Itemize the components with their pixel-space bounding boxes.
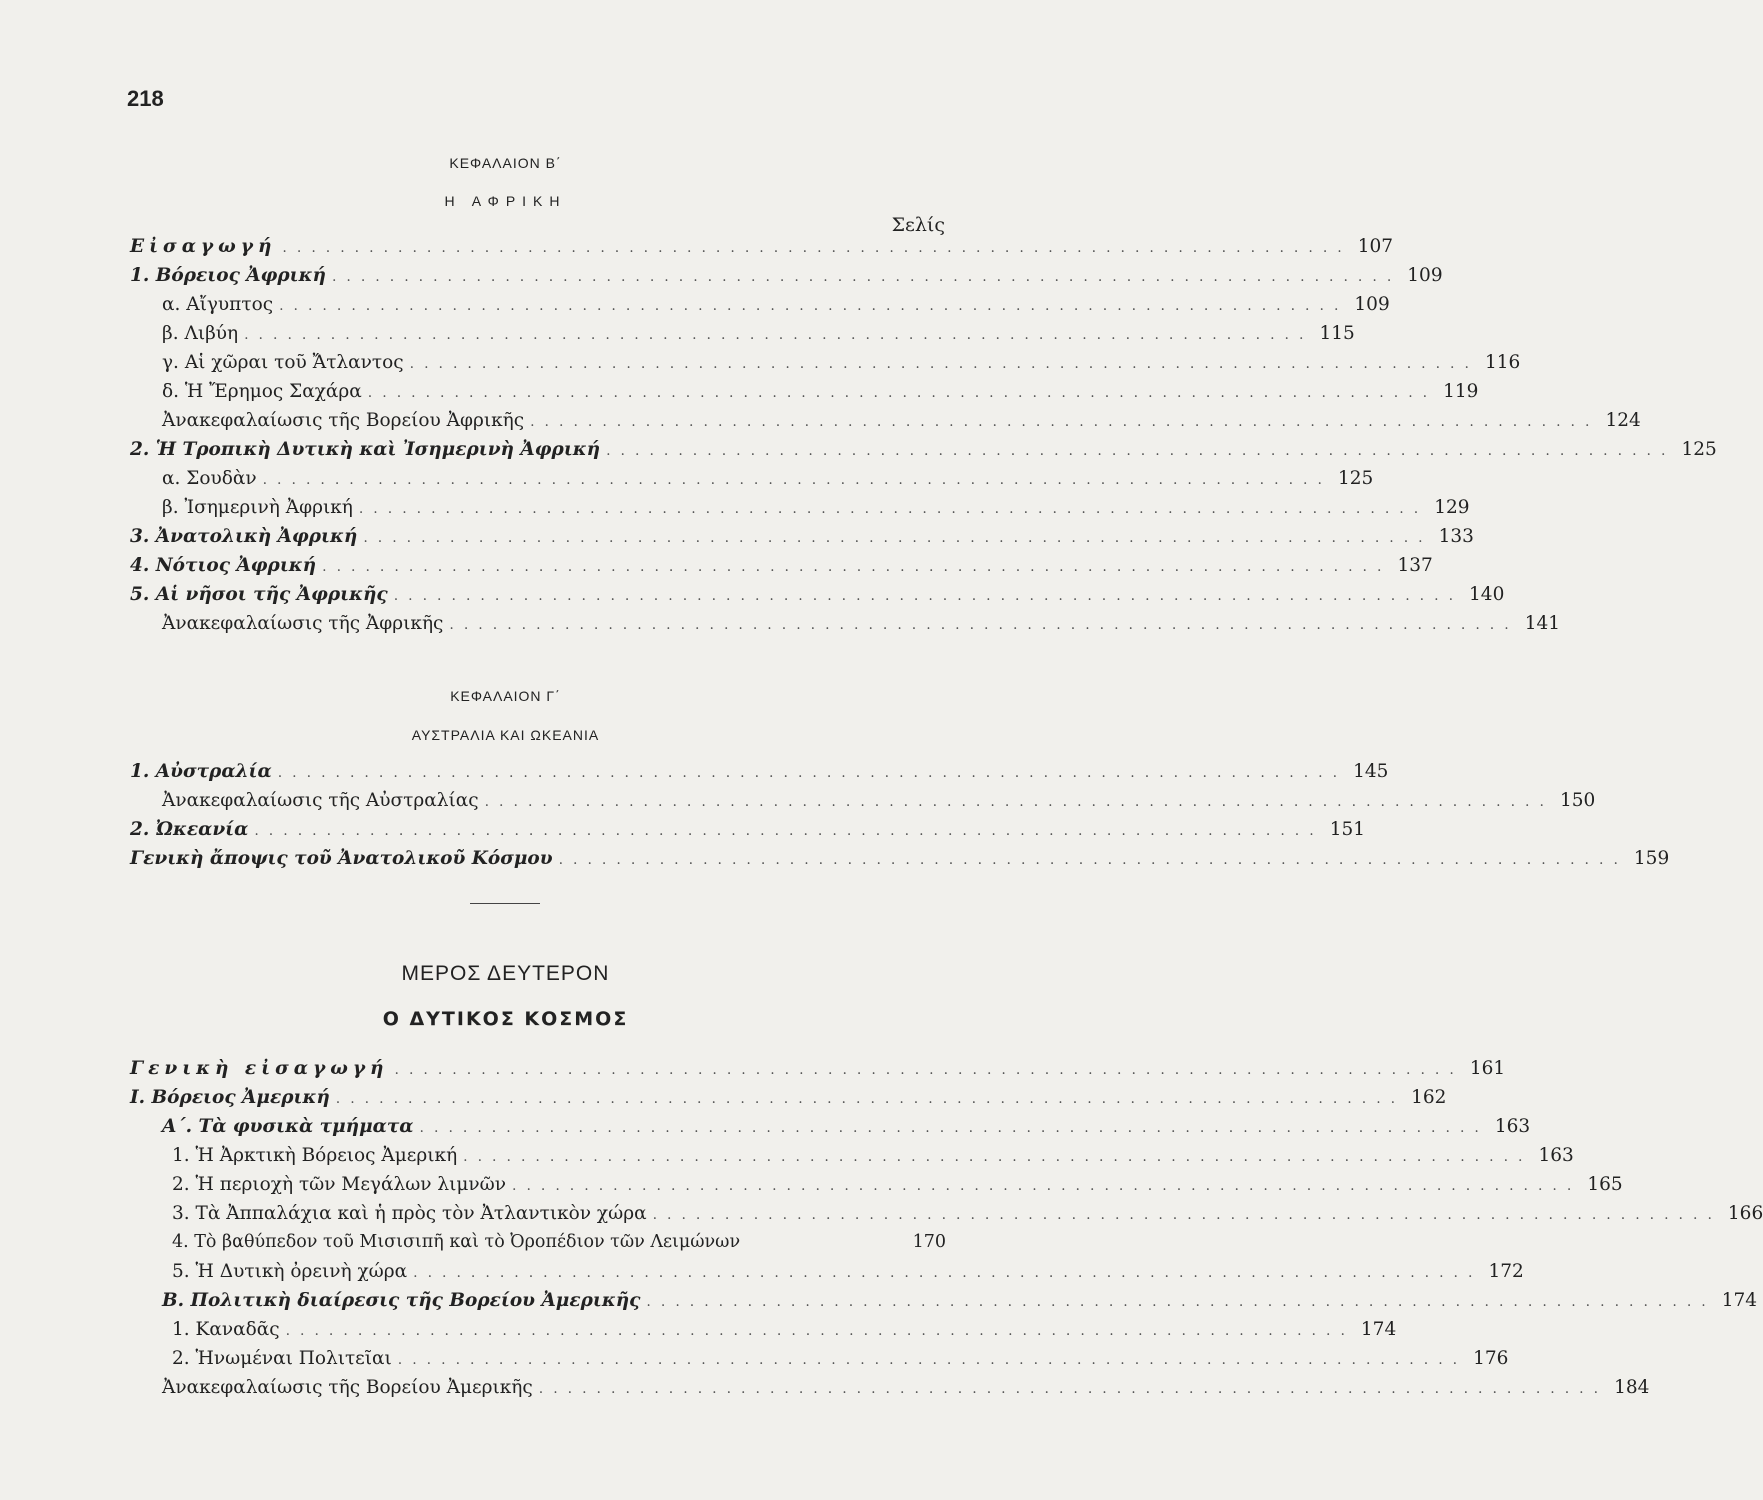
- toc-entry-page: 172: [1488, 1261, 1524, 1282]
- toc-entry[interactable]: [172, 1145, 1574, 1173]
- dot-leader: ..........................................................................: [413, 1265, 1483, 1281]
- dot-leader: ..........................................................................: [463, 1149, 1533, 1165]
- pages-column-header: Σελίς: [891, 214, 945, 236]
- toc-entry-page: 116: [1484, 352, 1521, 373]
- dot-leader: ..........................................................................: [606, 443, 1676, 459]
- toc-entry[interactable]: [162, 790, 1596, 818]
- dot-leader: ..........................................................................: [282, 240, 1352, 256]
- toc-entry[interactable]: [162, 323, 1355, 351]
- dot-leader: ..........................................................................: [512, 1178, 1582, 1194]
- dot-leader: ..........................................................................: [397, 1352, 1468, 1368]
- toc-entry-page: 162: [1411, 1087, 1447, 1108]
- toc-entry-title: α. Αἴγυπτος: [162, 294, 274, 315]
- chapter-c-title: ΑΥΣΤΡΑΛΙΑ ΚΑΙ ΩΚΕΑΝΙΑ: [411, 727, 600, 743]
- toc-entry[interactable]: [162, 410, 1641, 438]
- toc-entry-title: δ. Ἡ Ἔρημος Σαχάρα: [162, 381, 362, 402]
- toc-entry[interactable]: [130, 1058, 1506, 1086]
- toc-entry-page: 165: [1587, 1174, 1623, 1195]
- toc-entry-page: 176: [1473, 1348, 1509, 1369]
- toc-entry-page: 119: [1443, 381, 1479, 402]
- toc-entry-page: 163: [1494, 1116, 1531, 1137]
- toc-entry-page: 133: [1438, 526, 1474, 547]
- toc-entry-page: 163: [1538, 1145, 1574, 1166]
- part-title: ΜΕΡΟΣ ΔΕΥΤΕΡΟΝ: [401, 962, 610, 985]
- toc-entry[interactable]: [130, 265, 1443, 293]
- toc-entry-page: 170: [912, 1232, 946, 1252]
- chapter-c-label: ΚΕΦΑΛΑΙΟΝ Γ΄: [450, 688, 561, 704]
- toc-entry[interactable]: [162, 1116, 1531, 1144]
- toc-entry[interactable]: [172, 1174, 1623, 1202]
- toc-entry[interactable]: [172, 1261, 1524, 1289]
- toc-entry-page: 166: [1727, 1203, 1763, 1224]
- toc-entry-page: 129: [1434, 497, 1470, 518]
- toc-entry[interactable]: [172, 1319, 1397, 1347]
- toc-entry-page: 107: [1357, 236, 1394, 257]
- dot-leader: ..........................................................................: [358, 501, 1429, 517]
- section-divider: [470, 903, 540, 904]
- toc-entry-title: Ι. Βόρειος Ἀμερική: [130, 1087, 330, 1108]
- toc-entry[interactable]: [162, 381, 1479, 409]
- toc-entry-title: Α΄. Τὰ φυσικὰ τμήματα: [162, 1116, 414, 1137]
- dot-leader: ..........................................................................: [558, 852, 1628, 868]
- page-number: 218: [127, 86, 164, 111]
- toc-entry-title: 2. Ἡ Τροπικὴ Δυτικὴ καὶ Ἰσημερινὴ Ἀφρική: [130, 439, 601, 460]
- toc-entry[interactable]: [162, 613, 1561, 641]
- toc-entry-page: 184: [1614, 1377, 1650, 1398]
- toc-entry-title: Εἰσαγωγή: [130, 236, 277, 257]
- toc-entry-title: Ἀνακεφαλαίωσις τῆς Ἀφρικῆς: [162, 613, 444, 634]
- dot-leader: ..........................................................................: [484, 794, 1554, 810]
- toc-entry-title: 3. Τὰ Ἀππαλάχια καὶ ἡ πρὸς τὸν Ἀτλαντικὸν χώρα: [172, 1203, 647, 1224]
- toc-entry-page: 137: [1397, 555, 1433, 576]
- dot-leader: ..........................................................................: [419, 1120, 1489, 1136]
- toc-entry[interactable]: [130, 819, 1365, 847]
- dot-leader: ..........................................................................: [367, 385, 1438, 401]
- toc-entry[interactable]: [172, 1232, 946, 1260]
- toc-entry-title: 1. Αὐστραλία: [130, 761, 272, 782]
- toc-entry-title: Γενικὴ ἄποψις τοῦ Ἀνατολικοῦ Κόσμου: [130, 848, 553, 869]
- toc-entry[interactable]: [130, 555, 1433, 583]
- toc-entry-page: 150: [1559, 790, 1596, 811]
- dot-leader: ..........................................................................: [285, 1323, 1355, 1339]
- toc-entry-title: 1. Καναδᾶς: [172, 1319, 280, 1340]
- toc-entry-title: Γενικὴ εἰσαγωγή: [130, 1058, 389, 1079]
- toc-entry[interactable]: [130, 236, 1394, 264]
- toc-entry[interactable]: [162, 1377, 1650, 1405]
- dot-leader: ..........................................................................: [244, 327, 1314, 343]
- toc-entry[interactable]: [130, 526, 1474, 554]
- toc-entry-page: 109: [1407, 265, 1443, 286]
- toc-entry-title: 5. Ἡ Δυτικὴ ὀρεινὴ χώρα: [172, 1261, 408, 1282]
- toc-entry[interactable]: [162, 1290, 1758, 1318]
- toc-entry-title: 2. Ὠκεανία: [130, 819, 249, 840]
- toc-entry-title: Ἀνακεφαλαίωσις τῆς Βορείου Ἀφρικῆς: [162, 410, 525, 431]
- toc-entry-title: 1. Βόρειος Ἀφρική: [130, 265, 326, 286]
- toc-entry-page: 140: [1469, 584, 1505, 605]
- toc-entry-title: 3. Ἀνατολικὴ Ἀφρική: [130, 526, 358, 547]
- toc-entry-page: 151: [1329, 819, 1365, 840]
- chapter-b-label: ΚΕΦΑΛΑΙΟΝ Β΄: [449, 155, 562, 171]
- dot-leader: ..........................................................................: [449, 617, 1519, 633]
- toc-entry-title: 1. Ἡ Ἀρκτικὴ Βόρειος Ἀμερική: [172, 1145, 458, 1166]
- toc-entry-page: 161: [1469, 1058, 1506, 1079]
- part-subtitle: Ο ΔΥΤΙΚΟΣ ΚΟΣΜΟΣ: [382, 1008, 629, 1030]
- toc-entry-title: 2. Ἡ περιοχὴ τῶν Μεγάλων λιμνῶν: [172, 1174, 506, 1195]
- toc-entry-page: 109: [1354, 294, 1390, 315]
- toc-entry[interactable]: [130, 584, 1505, 612]
- toc-entry-page: 174: [1721, 1290, 1758, 1311]
- toc-entry[interactable]: [162, 497, 1470, 525]
- toc-entry-title: 2. Ἡνωμέναι Πολιτεῖαι: [172, 1348, 392, 1369]
- dot-leader: ..........................................................................: [254, 823, 1324, 839]
- dot-leader: ..........................................................................: [277, 765, 1348, 781]
- toc-entry-title: 5. Αἱ νῆσοι τῆς Ἀφρικῆς: [130, 584, 388, 605]
- toc-entry-title: Ἀνακεφαλαίωσις τῆς Βορείου Ἀμερικῆς: [162, 1377, 533, 1398]
- toc-entry-page: 159: [1633, 848, 1670, 869]
- toc-entry[interactable]: [130, 439, 1717, 467]
- toc-entry-title: 4. Τὸ βαθύπεδον τοῦ Μισισιπῆ καὶ τὸ Ὀροπέδιον τῶν Λειμώνων: [172, 1232, 741, 1252]
- toc-entry[interactable]: [162, 468, 1374, 496]
- dot-leader: ..........................................................................: [335, 1091, 1406, 1107]
- dot-leader: ..........................................................................: [279, 298, 1349, 314]
- dot-leader: ..........................................................................: [409, 356, 1479, 372]
- toc-entry[interactable]: [162, 352, 1521, 380]
- chapter-b-title: Η ΑΦΡΙΚΗ: [444, 193, 567, 209]
- toc-entry-title: 4. Νότιος Ἀφρική: [130, 555, 317, 576]
- dot-leader: ..........................................................................: [646, 1294, 1716, 1310]
- dot-leader: ..........................................................................: [393, 588, 1464, 604]
- toc-entry-title: Β. Πολιτικὴ διαίρεσις τῆς Βορείου Ἀμερικῆς: [162, 1290, 641, 1311]
- toc-entry-page: 124: [1605, 410, 1641, 431]
- dot-leader: ..........................................................................: [331, 269, 1402, 285]
- toc-entry-title: β. Λιβύη: [162, 323, 239, 344]
- toc-entry[interactable]: [172, 1203, 1763, 1231]
- dot-leader: ..........................................................................: [363, 530, 1433, 546]
- toc-entry-page: 174: [1360, 1319, 1397, 1340]
- toc-entry-page: 141: [1524, 613, 1561, 634]
- toc-entry-title: Ἀνακεφαλαίωσις τῆς Αὐστραλίας: [162, 790, 479, 811]
- toc-entry-page: 125: [1337, 468, 1374, 489]
- dot-leader: ..........................................................................: [530, 414, 1600, 430]
- toc-entry[interactable]: [130, 848, 1670, 876]
- dot-leader: ..........................................................................: [394, 1062, 1464, 1078]
- toc-entry[interactable]: [162, 294, 1390, 322]
- dot-leader: ..........................................................................: [652, 1207, 1722, 1223]
- toc-entry-page: 125: [1681, 439, 1717, 460]
- toc-entry[interactable]: [172, 1348, 1509, 1376]
- toc-entry[interactable]: [130, 1087, 1447, 1115]
- toc-entry-title: γ. Αἱ χῶραι τοῦ Ἄτλαντος: [162, 352, 404, 373]
- dot-leader: ..........................................................................: [322, 559, 1392, 575]
- toc-entry-title: β. Ἰσημερινὴ Ἀφρική: [162, 497, 353, 518]
- toc-entry[interactable]: [130, 761, 1389, 789]
- toc-entry-page: 145: [1353, 761, 1389, 782]
- dot-leader: ..........................................................................: [538, 1381, 1609, 1397]
- toc-entry-title: α. Σουδὰν: [162, 468, 257, 489]
- dot-leader: ..........................................................................: [262, 472, 1332, 488]
- toc-entry-page: 115: [1319, 323, 1355, 344]
